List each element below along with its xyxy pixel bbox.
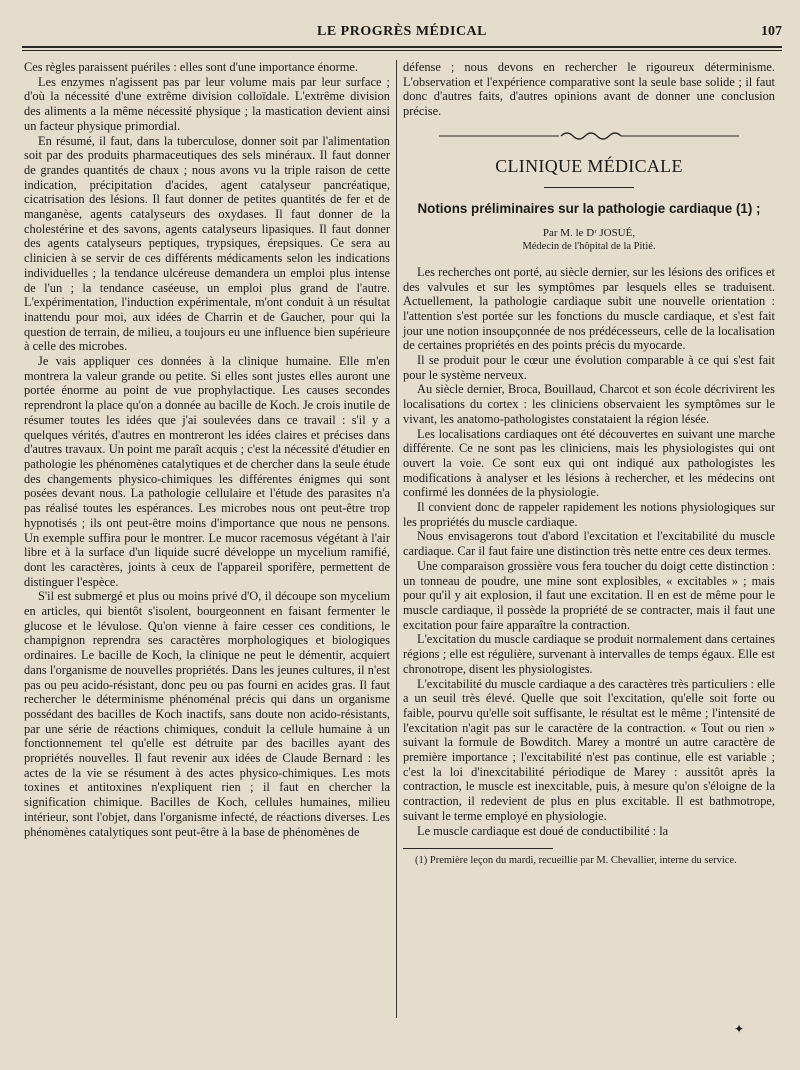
- page-number: 107: [761, 24, 782, 39]
- column-divider: [396, 60, 397, 1018]
- right-column: [403, 60, 775, 867]
- section-rule: [544, 187, 634, 188]
- footnote-rule: [403, 848, 553, 849]
- paragraph: S'il est submergé et plus ou moins privé d'O, il découpe son mycelium en articles, qui bientôt s'isolent, bourgeonnent en faisant fermenter le glucose et le lévulose. Qu'on vienne à faire cesser ces conditions, le champignon reprendra ses caractères morphologiques et biologiques ordinaires. Le bacille de Koch, la clinique ne peut le démentir, acquiert dans l'organisme de nouvelles propriétés. Dans les jeunes cultures, il n'est pas ou peu acido-résistant, donc peu ou pas fourni en acides gras. Il faut rechercher le déterminisme phénoménal précis qui dans un organisme possédant des bacilles de Koch inactifs, sans doute non acido-résistants, par une série de réactions chimiques, conduit la cellule humaine à un fonctionnement tel qu'elle est détruite par des bacilles ayant des propriétés nouvelles. Il faut revenir aux idées de Claude Bernard : les actes de la vie se résument à des actes physico-chimiques. Les mots toxines et antitoxines n'expliquent rien ; il faut en chercher la signification chimique. Bacilles de Koch, cellules humaines, milieu intérieur, sont l'objet, dans l'organisme infecté, de réactions diverses. Les phénomènes catalytiques sont peut-être à la base de phénomènes de: [24, 589, 390, 839]
- byline: Par M. le Dʳ JOSUÉ,: [542, 226, 636, 239]
- article-title: Notions préliminaires sur la pathologie cardiaque (1) ;: [417, 200, 761, 216]
- paragraph: Les enzymes n'agissent pas par leur volume mais par leur surface ; d'où la nécessité d'une extrême division colloïdale. L'extrême division des aliments a la même nécessité physique ; la mastication devient ainsi un facteur physique primordial.: [24, 74, 390, 133]
- header-rule: [22, 46, 782, 48]
- paragraph: Les localisations cardiaques ont été découvertes en suivant une marche différente. Ce ne sont pas les cliniciens, mais les physiologistes qui ont ouvert la voie. Ce sont eux qui ont indiqué aux pathologistes les modifications à analyser et les lésions à rechercher, et les médecins ont confirmé les données de la physiologie.: [403, 426, 775, 500]
- footnote: (1) Première leçon du mardi, recueillie par M. Chevallier, interne du service.: [415, 855, 737, 867]
- left-column: [24, 60, 390, 839]
- header-rule-thin: [22, 50, 782, 51]
- paragraph: Il se produit pour le cœur une évolution comparable à ce qui s'est fait pour le système nerveux.: [403, 353, 775, 382]
- section-title: CLINIQUE MÉDICALE: [495, 155, 683, 176]
- printer-mark-icon: ✦: [733, 1022, 744, 1036]
- paragraph: En résumé, il faut, dans la tuberculose, donner soit par l'alimentation soit par des produits pharmaceutiques des sels minéraux. Il faut donner de grandes quantités de chaux ; nous avons vu la triple raison de cette indication, précipitation d'acides, agent catalyseur pancréatique, cicatrisation des lésions. Il faut donner de petites quantités de fer et de manganèse, agents catalyseurs des oxydases. Il faut donner de la cholestérine et des savons, agents catalyseurs lipasiques. Il faut donner des agents catalyseurs peptiques, trypsiques, érepsiques. Ce sera au clinicien à se servir de ces différents médicaments selon les indications individuelles ; la tendance ulcéreuse demandera un emploi plus intense de l'un ; la tendance caséeuse, un emploi plus grand de l'autre. L'expérimentation, l'induction expérimentale, m'ont conduit à un résultat inattendu pour moi, aux idées de Charrin et de Gaucher, pour qui la question de terrain, de milieu, a toujours eu une influence bien supérieure à celle des microbes.: [24, 133, 390, 354]
- page-header: [22, 22, 782, 44]
- paragraph: Nous envisagerons tout d'abord l'excitation et l'excitabilité du muscle cardiaque. Car il faut faire une distinction très nette entre ces deux termes.: [403, 529, 775, 559]
- paragraph-continued: défense ; nous devons en rechercher le rigoureux déterminisme. L'observation et l'expérience comparative sont la seule base solide ; il faut donc d'autres faits, d'autres opinions avant de donner une conclusion précise.: [403, 60, 775, 119]
- byline-role: Médecin de l'hôpital de la Pitié.: [522, 240, 656, 252]
- paragraph: Au siècle dernier, Broca, Bouillaud, Charcot et son école décrivirent les localisations du cortex : les cliniciens observaient les symptômes sur le vivant, les anatomo-pathologistes constataient la région lésée.: [403, 382, 775, 426]
- paragraph: Le muscle cardiaque est doué de conductibilité : la: [417, 823, 669, 838]
- running-head: LE PROGRÈS MÉDICAL: [316, 24, 488, 39]
- ornament-divider: [403, 129, 775, 143]
- paragraph: L'excitabilité du muscle cardiaque a des caractères très particuliers : elle a un seuil très élevé. Quelle que soit l'excitation, qu'elle soit forte ou faible, pourvu qu'elle soit suffisante, le résultat est le même ; l'intensité de l'excitation n'agit pas sur le caractère de la contraction. « Tout ou rien » suivant la formule de Bowditch. Marey a montré un autre caractère de première importance ; l'excitabilité n'est pas continue, elle est variable ; c'est la loi d'inexcitabilité périodique de Marey : aussitôt après la contraction, le muscle est inexcitable, puis, à mesure qu'on s'éloigne de la contraction, il redevient de plus en plus excitable. Il est bathmotrope, suivant le terme employé en physiologie.: [403, 676, 775, 823]
- paragraph: Je vais appliquer ces données à la clinique humaine. Elle m'en montrera la valeur grande ou petite. Si elles sont justes elles auront une portée énorme au point de vue prophylactique. Les causes secondes reprendront la place qu'on a donnée au bacille de Koch. Je crois inutile de résumer toutes les idées que j'ai soulevées dans ce travail : s'il y a quelques vérités, d'autres en montreront les idées claires et précises dans d'autres travaux. Un point me paraît acquis ; c'est la nécessité d'étudier en pathologie les phénomènes catalytiques et de chercher dans la seule étude des changements physico-chimiques les différentes énigmes qui sont posées devant nous. La pathologie cellulaire et l'étude des parasites n'a pas réalisé toutes les espérances. Les microbes nous ont peut-être trop hypnotisés ; ils ont peut-être moins d'importance que nous ne pensons. Un exemple suffira pour le montrer. Le mucor racemosus végétant à l'air libre et à la surface d'un liquide sucré développe un mycelium ramifié, dont les caractères, joints à ceux de l'appareil sporifère, permettent de distinguer l'espèce.: [24, 354, 390, 589]
- paragraph: L'excitation du muscle cardiaque se produit normalement dans certaines régions ; elle est régulière, survenant à intervalles de temps égaux. Elle est chronotrope, disent les physiologistes.: [403, 632, 775, 676]
- paragraph: Il convient donc de rappeler rapidement les notions physiologiques sur les propriétés du muscle cardiaque.: [403, 500, 775, 529]
- paragraph: Ces règles paraissent puériles : elles sont d'une importance énorme.: [24, 60, 358, 74]
- paragraph: Une comparaison grossière vous fera toucher du doigt cette distinction : un tonneau de poudre, une mine sont explosibles, « excitables » ; mais pour qu'il y ait explosion, il faut une excitation. Il en est de même pour le muscle cardiaque, il possède la propriété de se contracter, mais il faut une excitation pour faire apparaître la contraction.: [403, 558, 775, 632]
- paragraph: Les recherches ont porté, au siècle dernier, sur les lésions des orifices et des valvules et sur les symptômes par lesquels elles se traduisent. Actuellement, la pathologie cardiaque subit une nouvelle orientation : l'attention s'est portée sur les fonctions du muscle cardiaque, et s'est fait jour une notion insoupçonnée de nos prédécesseurs, celle de la localisation de certaines propriétés en des points précis du myocarde.: [403, 264, 775, 353]
